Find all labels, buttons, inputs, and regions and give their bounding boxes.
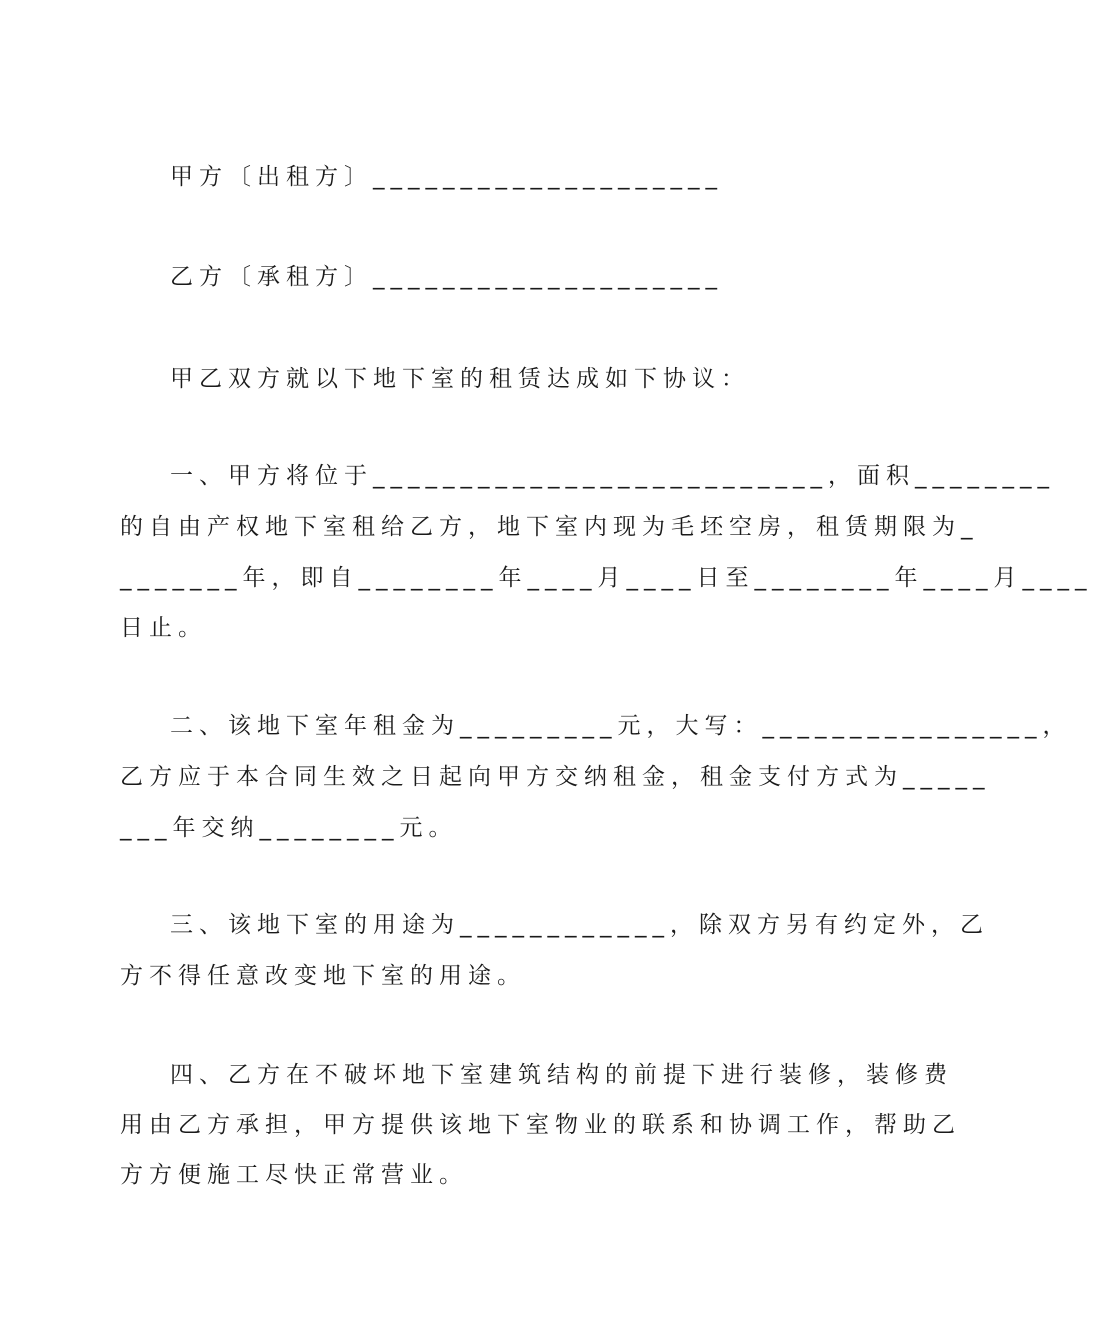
- clause-3-line-2: 方不得任意改变地下室的用途。: [120, 963, 526, 989]
- clause-1-line-2: 的自由产权地下室租给乙方，地下室内现为毛坯空房，租赁期限为_: [120, 514, 979, 540]
- clause-2-line-2: 乙方应于本合同生效之日起向甲方交纳租金，租金支付方式为_____: [120, 764, 991, 790]
- party-b-line: 乙方〔承租方〕____________________: [170, 264, 723, 290]
- clause-4-line-2: 用由乙方承担，甲方提供该地下室物业的联系和协调工作，帮助乙: [120, 1112, 961, 1138]
- clause-1-line-1: 一、甲方将位于__________________________，面积________: [170, 463, 1055, 489]
- clause-2-line-3: ___年交纳________元。: [120, 815, 458, 841]
- party-a-line: 甲方〔出租方〕____________________: [170, 164, 723, 190]
- clause-2-line-1: 二、该地下室年租金为_________元，大写：________________，: [170, 713, 1072, 739]
- clause-3-line-1: 三、该地下室的用途为____________，除双方另有约定外，乙: [170, 912, 989, 938]
- clause-4-line-1: 四、乙方在不破坏地下室建筑结构的前提下进行装修，装修费: [170, 1062, 953, 1088]
- intro-paragraph: 甲乙双方就以下地下室的租赁达成如下协议：: [170, 366, 750, 392]
- clause-1-line-4: 日止。: [120, 615, 207, 641]
- clause-4-line-3: 方方便施工尽快正常营业。: [120, 1162, 468, 1188]
- clause-1-line-3: _______年，即自________年____月____日至________年____月____: [120, 565, 1093, 591]
